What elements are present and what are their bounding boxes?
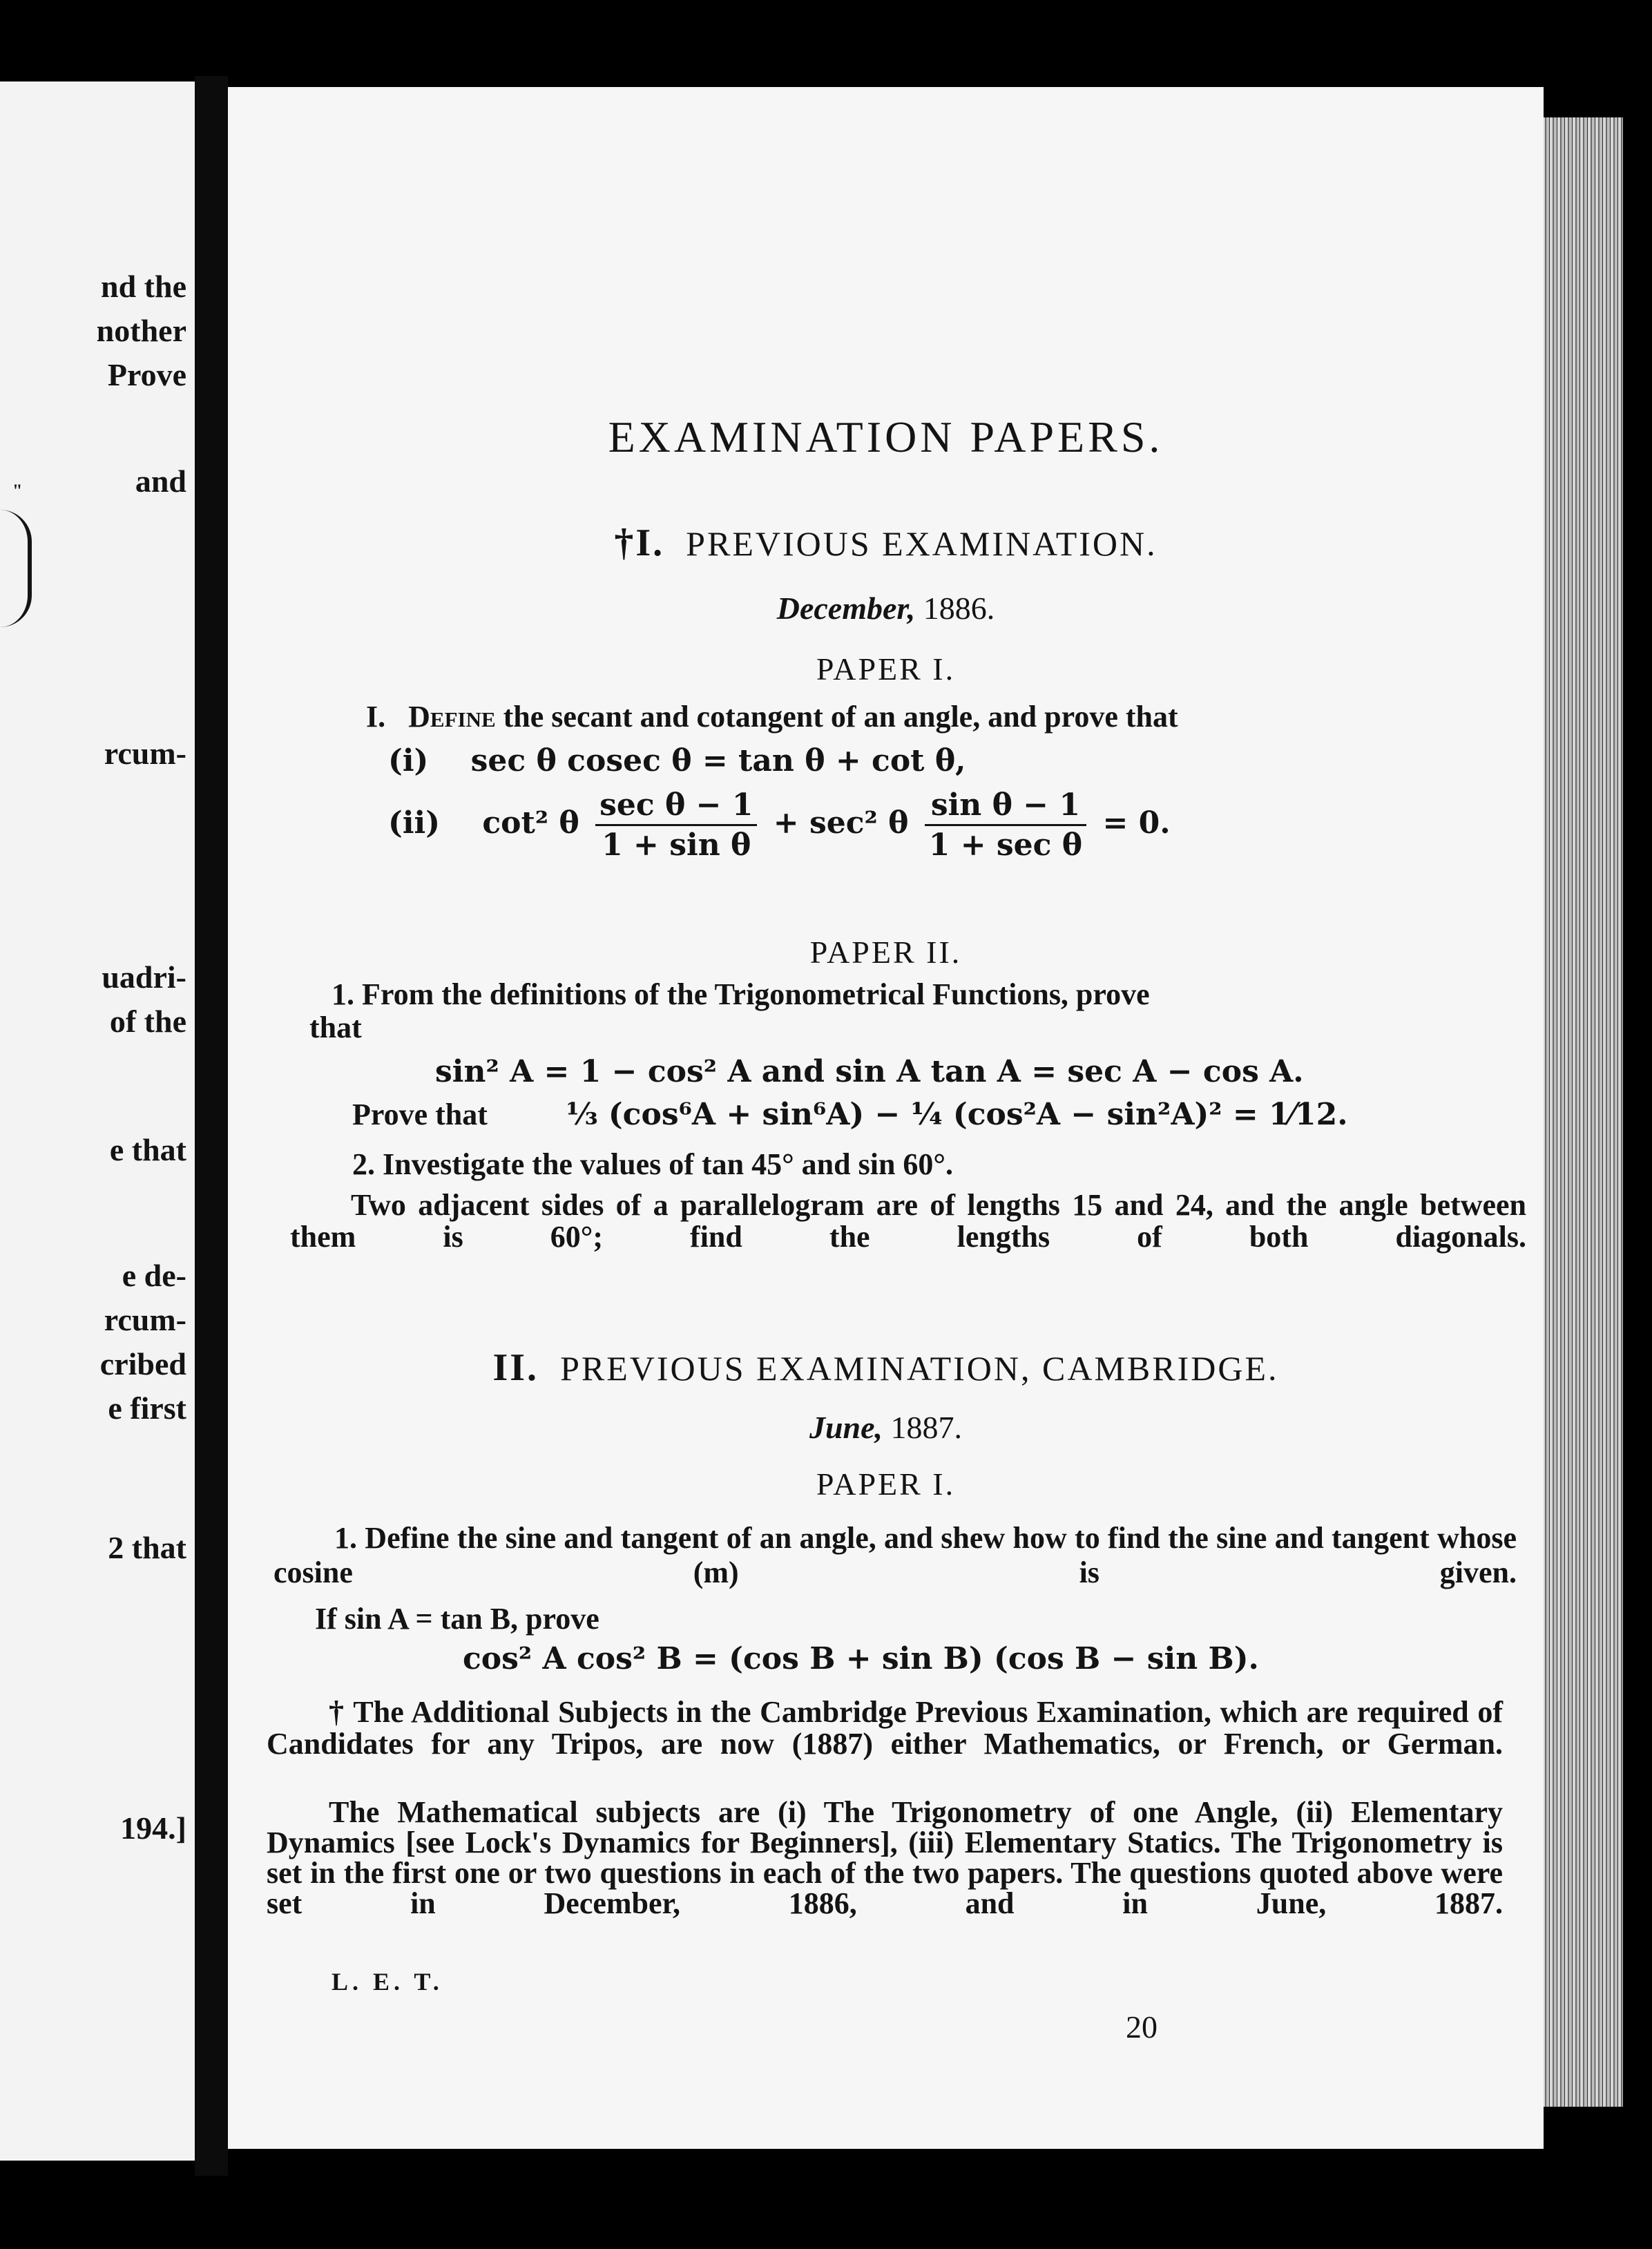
section-title: PREVIOUS EXAMINATION. bbox=[686, 524, 1158, 563]
fraction-numerator: sec θ − 1 bbox=[595, 787, 757, 826]
fraction bbox=[925, 787, 1086, 863]
date-year: 1886. bbox=[923, 591, 995, 626]
item-label: (i) bbox=[388, 743, 429, 778]
date-month: June, bbox=[809, 1410, 883, 1445]
formula: sec θ cosec θ = tan θ + cot θ, bbox=[470, 743, 966, 778]
section-date bbox=[228, 1409, 1544, 1446]
page-title: EXAMINATION PAPERS. bbox=[608, 412, 1164, 461]
section-heading bbox=[228, 1346, 1544, 1390]
section-date bbox=[228, 590, 1544, 626]
fraction-numerator: sin θ − 1 bbox=[925, 787, 1086, 826]
footnote-paragraph: † The Additional Subjects in the Cambridge Previous Examination, which are required of Candidates for any Tripos, are now (1887) either Mathematics, or French, or German. bbox=[267, 1695, 1503, 1761]
signature-mark: L. E. T. bbox=[332, 1968, 443, 1996]
left-page-line: 194.] bbox=[120, 1810, 186, 1846]
question-text: the secant and cotangent of an angle, and prove that bbox=[503, 700, 1178, 734]
formula-term: = 0. bbox=[1102, 805, 1171, 841]
left-page-line: of the bbox=[109, 1004, 186, 1039]
date-month: December, bbox=[776, 591, 916, 626]
book-gutter bbox=[195, 76, 228, 2176]
left-page-line: e that bbox=[109, 1132, 186, 1167]
left-page-line: uadri- bbox=[102, 959, 186, 995]
left-page-line: e de- bbox=[122, 1258, 186, 1293]
question-number: I. bbox=[366, 700, 386, 734]
date-year: 1887. bbox=[890, 1410, 963, 1445]
question-line: If sin A = tan B, prove bbox=[315, 1602, 599, 1636]
question-line: that bbox=[309, 1011, 362, 1044]
formula: cos² A cos² B = (cos B + sin B) (cos B − sin B). bbox=[463, 1641, 1259, 1676]
section-heading bbox=[228, 521, 1544, 565]
left-page-line: cribed bbox=[99, 1346, 186, 1381]
paper-heading: PAPER II. bbox=[809, 935, 962, 970]
section-marker: †I. bbox=[614, 521, 665, 564]
fraction bbox=[595, 787, 757, 863]
question-paragraph: Two adjacent sides of a parallelogram are of lengths 15 and 24, and the angle between them is 60°; find the lengths of both diagonals. bbox=[290, 1188, 1526, 1254]
left-page-line: nd the bbox=[101, 269, 186, 304]
question-paragraph: 1. Define the sine and tangent of an angle, and shew how to find the sine and tangent whose cosine (m) is given. bbox=[273, 1521, 1517, 1589]
fraction-denominator: 1 + sin θ bbox=[602, 827, 751, 863]
left-page-line: and bbox=[135, 463, 186, 499]
identity-ii bbox=[388, 787, 1171, 863]
footnote-paragraph: The Mathematical subjects are (i) The Trigonometry of one Angle, (ii) Elementary Dynamics [see Lock's Dynamics for Beginners], (iii) Elementary Statics. The Trigonometry is set in the first one or two questions in each of the two papers. The questions quoted above were set in December, 1886, and in June, 1887. bbox=[267, 1795, 1503, 1920]
paper-heading: PAPER I. bbox=[816, 651, 956, 687]
question-line: 2. Investigate the values of tan 45° and sin 60°. bbox=[352, 1147, 954, 1181]
paper-heading: PAPER I. bbox=[816, 1466, 956, 1502]
item-label: (ii) bbox=[388, 805, 441, 841]
left-page-line: Prove bbox=[107, 357, 186, 392]
formula-term: + sec² θ bbox=[773, 805, 909, 841]
question-line bbox=[366, 699, 1178, 734]
page-number: 20 bbox=[1126, 2009, 1158, 2045]
left-page-line: 2 that bbox=[108, 1530, 186, 1565]
formula: ⅓ (cos⁶A + sin⁶A) − ¼ (cos²A − sin²A)² = 1⁄12. bbox=[566, 1097, 1348, 1132]
book-page bbox=[228, 87, 1544, 2149]
fraction-denominator: 1 + sec θ bbox=[928, 827, 1083, 863]
section-title: PREVIOUS EXAMINATION, CAMBRIDGE. bbox=[560, 1349, 1279, 1388]
question-lead: Define bbox=[408, 700, 496, 734]
section-marker: II. bbox=[492, 1346, 539, 1389]
left-page-line: rcum- bbox=[104, 1302, 186, 1337]
prove-label: Prove that bbox=[352, 1098, 488, 1131]
left-page-line: rcum- bbox=[104, 736, 186, 771]
question-line: 1. From the definitions of the Trigonometrical Functions, prove bbox=[332, 977, 1150, 1011]
left-page-bracket bbox=[0, 510, 32, 627]
left-page-line: e first bbox=[108, 1390, 186, 1426]
left-page-mark: " bbox=[12, 481, 23, 501]
previous-page-fragment bbox=[0, 82, 195, 2161]
left-page-line: nother bbox=[96, 313, 186, 348]
formula: sin² A = 1 − cos² A and sin A tan A = sec A − cos A. bbox=[435, 1054, 1304, 1089]
formula-term: cot² θ bbox=[482, 805, 579, 841]
identity-i bbox=[388, 743, 966, 778]
